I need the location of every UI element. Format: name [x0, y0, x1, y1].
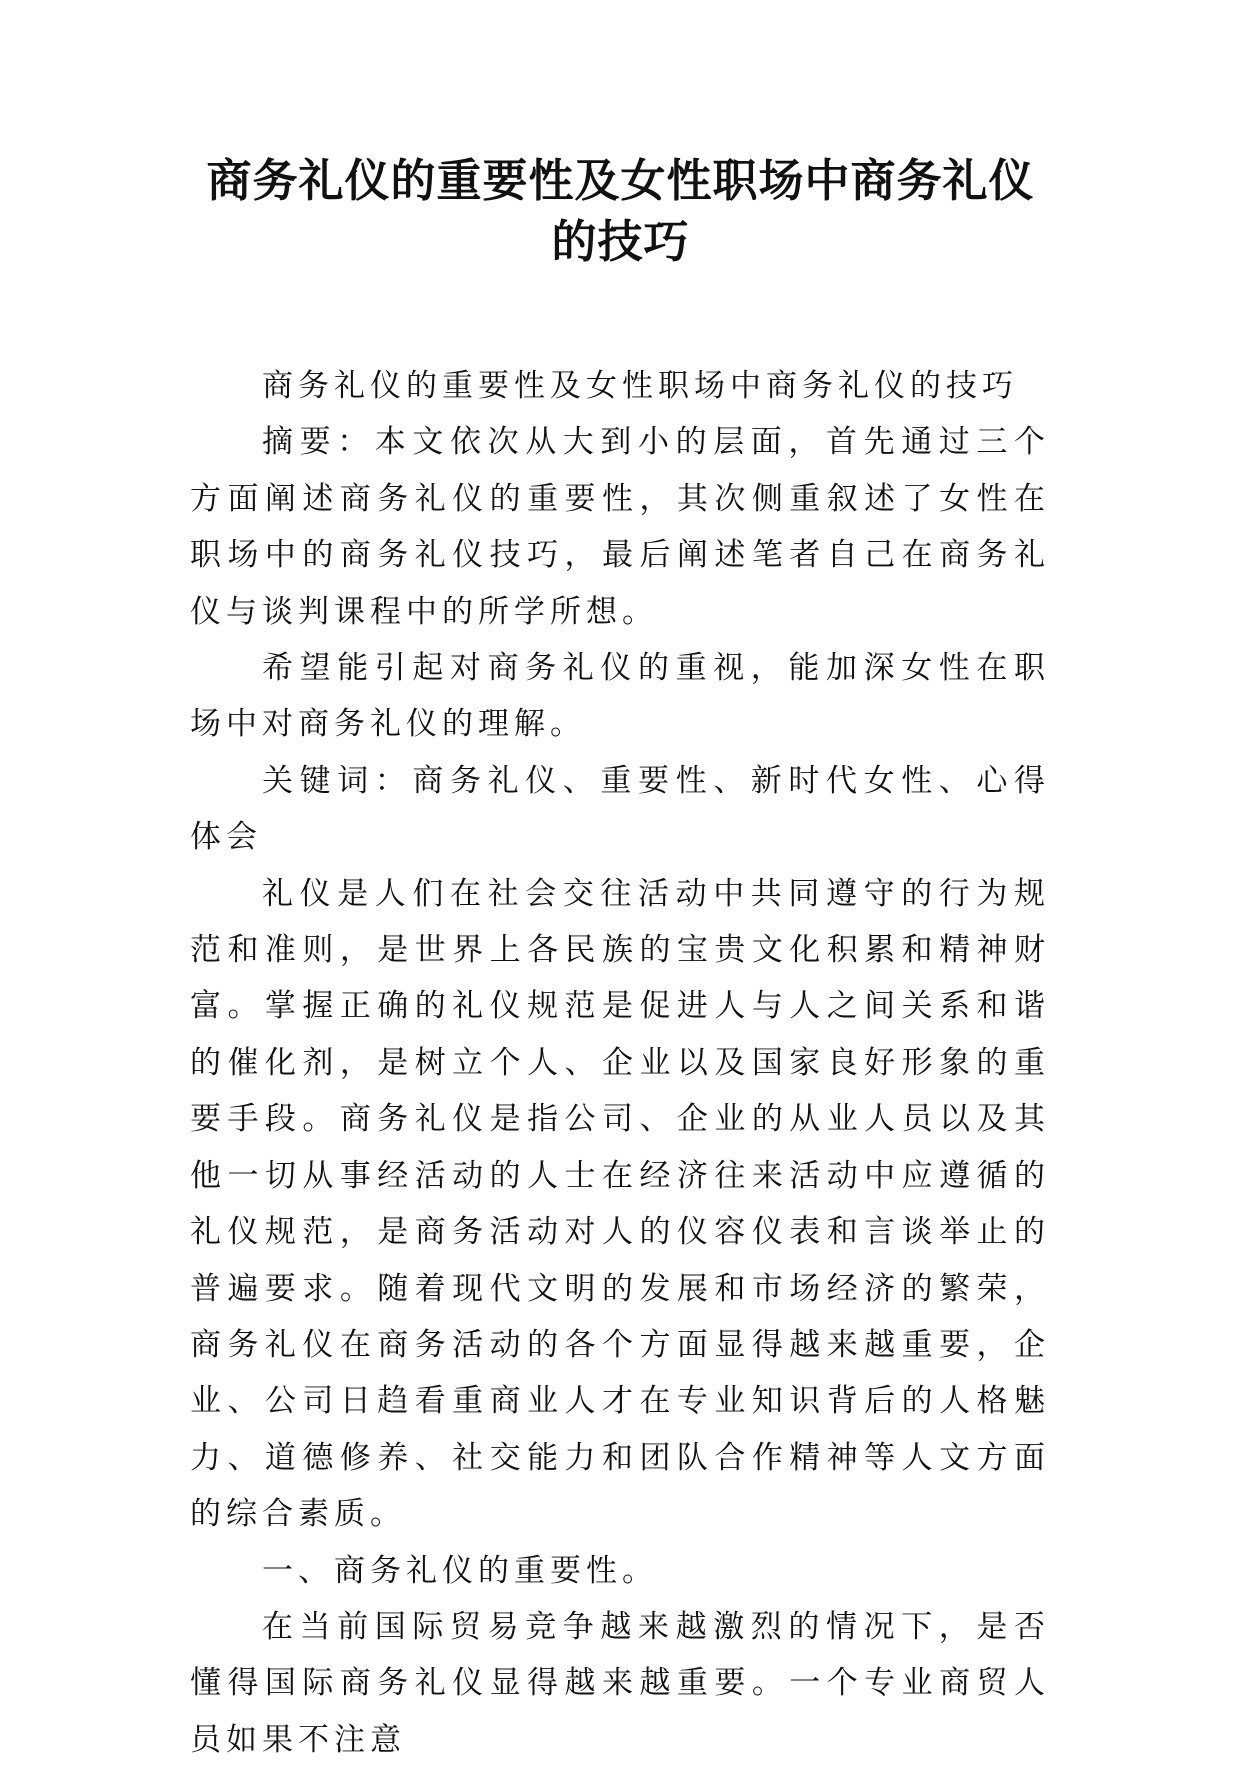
keywords-paragraph: 关键词：商务礼仪、重要性、新时代女性、心得体会 [190, 762, 1050, 856]
abstract-paragraph: 摘要：本文依次从大到小的层面，首先通过三个方面阐述商务礼仪的重要性，其次侧重叙述了女性在职场中的商务礼仪技巧，最后阐述笔者自己在商务礼仪与谈判课程中的所学所想。 [190, 424, 1050, 630]
document-body [190, 358, 1050, 1768]
title-line-1: 商务礼仪的重要性及女性职场中商务礼仪 [206, 154, 1035, 207]
abstract-continuation-paragraph: 希望能引起对商务礼仪的重视，能加深女性在职场中对商务礼仪的理解。 [190, 650, 1050, 743]
document-title [150, 150, 1091, 272]
subtitle-paragraph: 商务礼仪的重要性及女性职场中商务礼仪的技巧 [262, 368, 1018, 404]
body-paragraph: 礼仪是人们在社会交往活动中共同遵守的行为规范和准则，是世界上各民族的宝贵文化积累和精神财富。掌握正确的礼仪规范是促进人与人之间关系和谐的催化剂，是树立个人、企业以及国家良好形象的重要手段。商务礼仪是指公司、企业的从业人员以及其他一切从事经活动的人士在经济往来活动中应遵循的礼仪规范，是商务活动对人的仪容仪表和言谈举止的普遍要求。随着现代文明的发展和市场经济的繁荣，商务礼仪在商务活动的各个方面显得越来越重要，企业、公司日趋看重商业人才在专业知识背后的人格魅力、道德修养、社交能力和团队合作精神等人文方面的综合素质。 [190, 875, 1050, 1533]
title-line-2: 的技巧 [551, 215, 690, 268]
body-paragraph: 在当前国际贸易竞争越来越激烈的情况下，是否懂得国际商务礼仪显得越来越重要。一个专业商贸人员如果不注意 [190, 1608, 1050, 1758]
section-heading: 一、商务礼仪的重要性。 [262, 1552, 658, 1589]
